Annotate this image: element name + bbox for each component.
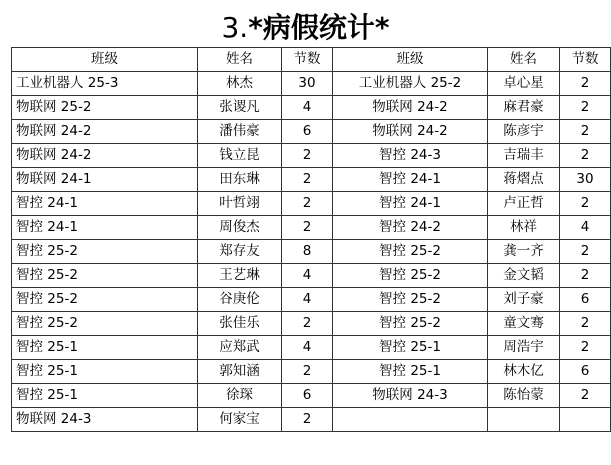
name-cell: 刘子豪 (488, 288, 560, 312)
count-cell: 2 (282, 408, 333, 432)
table-row (12, 384, 611, 408)
count-cell: 4 (282, 288, 333, 312)
table-row (12, 192, 611, 216)
table-row (12, 360, 611, 384)
count-cell: 2 (282, 192, 333, 216)
table-row (12, 120, 611, 144)
header-class: 班级 (333, 48, 488, 72)
class-cell: 智控 25-2 (12, 240, 198, 264)
table-row (12, 168, 611, 192)
table-row (12, 216, 611, 240)
class-cell: 智控 24-2 (333, 216, 488, 240)
name-cell: 应郑武 (198, 336, 282, 360)
name-cell: 卢正哲 (488, 192, 560, 216)
header-name: 姓名 (198, 48, 282, 72)
table-row (12, 264, 611, 288)
class-cell: 物联网 24-2 (12, 120, 198, 144)
count-cell: 6 (282, 384, 333, 408)
header-count: 节数 (560, 48, 611, 72)
count-cell: 2 (560, 336, 611, 360)
name-cell: 田东琳 (198, 168, 282, 192)
class-cell: 智控 25-1 (333, 336, 488, 360)
count-cell: 2 (560, 384, 611, 408)
name-cell: 何家宝 (198, 408, 282, 432)
count-cell: 2 (282, 168, 333, 192)
table-row (12, 144, 611, 168)
table-row (12, 312, 611, 336)
name-cell: 谷庚伦 (198, 288, 282, 312)
count-cell: 2 (282, 216, 333, 240)
class-cell: 智控 24-1 (12, 192, 198, 216)
table-body (12, 72, 611, 432)
name-cell: 张佳乐 (198, 312, 282, 336)
name-cell: 周俊杰 (198, 216, 282, 240)
count-cell: 6 (282, 120, 333, 144)
count-cell: 2 (560, 72, 611, 96)
name-cell: 林木亿 (488, 360, 560, 384)
table-row (12, 240, 611, 264)
class-cell: 智控 25-2 (12, 288, 198, 312)
name-cell: 卓心星 (488, 72, 560, 96)
name-cell: 王艺琳 (198, 264, 282, 288)
count-cell: 2 (560, 240, 611, 264)
class-cell: 物联网 24-2 (333, 120, 488, 144)
header-class: 班级 (12, 48, 198, 72)
name-cell: 蒋熠点 (488, 168, 560, 192)
class-cell: 物联网 24-2 (333, 96, 488, 120)
count-cell: 2 (560, 144, 611, 168)
count-cell: 2 (560, 312, 611, 336)
count-cell: 4 (282, 336, 333, 360)
class-cell: 智控 25-2 (12, 312, 198, 336)
class-cell: 智控 25-1 (333, 360, 488, 384)
class-cell: 智控 25-1 (12, 384, 198, 408)
name-cell: 钱立昆 (198, 144, 282, 168)
class-cell: 物联网 24-2 (12, 144, 198, 168)
class-cell: 工业机器人 25-2 (333, 72, 488, 96)
class-cell: 智控 25-1 (12, 336, 198, 360)
name-cell: 林杰 (198, 72, 282, 96)
count-cell: 2 (282, 312, 333, 336)
count-cell: 2 (560, 264, 611, 288)
count-cell: 4 (282, 264, 333, 288)
class-cell: 智控 24-1 (333, 168, 488, 192)
count-cell: 2 (560, 120, 611, 144)
count-cell: 2 (282, 360, 333, 384)
table-header-row (12, 48, 611, 72)
name-cell: 林祥 (488, 216, 560, 240)
name-cell: 叶哲翊 (198, 192, 282, 216)
name-cell: 麻君豪 (488, 96, 560, 120)
class-cell: 物联网 24-1 (12, 168, 198, 192)
class-cell: 智控 25-1 (12, 360, 198, 384)
count-cell (560, 408, 611, 432)
count-cell: 4 (282, 96, 333, 120)
title-number: 3. (221, 11, 249, 44)
class-cell: 智控 24-1 (12, 216, 198, 240)
table-row (12, 408, 611, 432)
page-title (0, 8, 611, 48)
name-cell: 郑存友 (198, 240, 282, 264)
count-cell: 8 (282, 240, 333, 264)
name-cell: 陈彦宇 (488, 120, 560, 144)
count-cell: 30 (282, 72, 333, 96)
class-cell: 智控 25-2 (12, 264, 198, 288)
class-cell: 智控 25-2 (333, 288, 488, 312)
table-row (12, 72, 611, 96)
count-cell: 30 (560, 168, 611, 192)
table-row (12, 336, 611, 360)
count-cell: 2 (560, 96, 611, 120)
count-cell: 2 (560, 192, 611, 216)
table-row (12, 96, 611, 120)
class-cell: 智控 25-2 (333, 240, 488, 264)
class-cell: 智控 24-3 (333, 144, 488, 168)
name-cell: 周浩宇 (488, 336, 560, 360)
class-cell: 物联网 24-3 (12, 408, 198, 432)
name-cell: 童文骞 (488, 312, 560, 336)
name-cell: 张谡凡 (198, 96, 282, 120)
count-cell: 4 (560, 216, 611, 240)
class-cell: 智控 24-1 (333, 192, 488, 216)
name-cell: 吉瑞丰 (488, 144, 560, 168)
class-cell: 智控 25-2 (333, 264, 488, 288)
header-name: 姓名 (488, 48, 560, 72)
header-count: 节数 (282, 48, 333, 72)
name-cell: 郭知涵 (198, 360, 282, 384)
class-cell: 物联网 25-2 (12, 96, 198, 120)
class-cell (333, 408, 488, 432)
table-row (12, 288, 611, 312)
name-cell: 潘伟豪 (198, 120, 282, 144)
class-cell: 工业机器人 25-3 (12, 72, 198, 96)
name-cell: 陈怡蒙 (488, 384, 560, 408)
name-cell (488, 408, 560, 432)
class-cell: 物联网 24-3 (333, 384, 488, 408)
title-text: *病假统计* (248, 11, 390, 44)
sick-leave-table (11, 47, 611, 432)
name-cell: 龚一齐 (488, 240, 560, 264)
count-cell: 2 (282, 144, 333, 168)
count-cell: 6 (560, 288, 611, 312)
count-cell: 6 (560, 360, 611, 384)
name-cell: 徐琛 (198, 384, 282, 408)
name-cell: 金文韬 (488, 264, 560, 288)
class-cell: 智控 25-2 (333, 312, 488, 336)
